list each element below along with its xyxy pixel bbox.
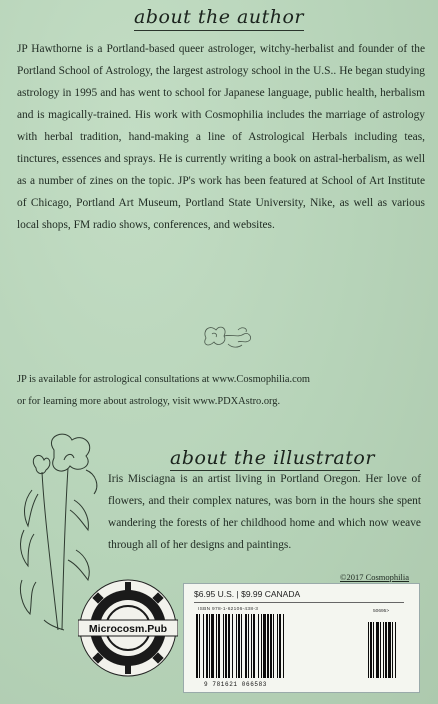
publisher-name: Microcosm.Pub [88,623,168,635]
price-label: $6.95 U.S. | $9.99 CANADA [194,589,301,599]
publisher-badge [78,578,178,678]
barcode-box [183,583,420,693]
contact-line-learning: or for learning more about astrology, visit www.PDXAstro.org. [17,396,281,407]
barcode-addon-code: 50695> [373,609,390,614]
copyright-notice: ©2017 Cosmophilia [340,572,410,582]
barcode-icon [196,614,408,680]
author-heading: about the author [0,6,438,31]
illustrator-heading: about the illustrator [170,447,375,469]
contact-line-consultations: JP is available for astrological consultations at www.Cosmophilia.com [17,374,311,385]
isbn-label: ISBN 978-1-62106-438-3 [198,607,259,612]
illustrator-bio: Iris Misciagna is an artist living in Portland Oregon. Her love of flowers, and their complex natures, was born in the hours she spent wandering the forests of her childhood home and which now weave through all of her designs and paintings. [108,473,421,551]
author-bio: JP Hawthorne is a Portland-based queer astrologer, witchy-herbalist and founder of the Portland School of Astrology, the largest astrology school in the U.S.. He began studying astrology in 1995 and has went to school for Japanese language, public health, herbalism and is magically-trained. His work with Cosmophilia includes the marriage of astrology with herbal tradition, hand-making a line of Astrological Herbals including teas, tinctures, essences and sprays. He is currently writing a book on astral-herbalism, as well as a number of zines on the topic. JP's work has been featured at School of Art Institute of Chicago, Portland Art Museum, Portland State University, Nike, as well as various local shops, FM radio shows, conferences, and websites. [17,43,425,231]
herb-sketch-icon [198,318,258,352]
barcode-digits: 9 781621 066583 [204,681,268,688]
price-divider [194,602,404,603]
